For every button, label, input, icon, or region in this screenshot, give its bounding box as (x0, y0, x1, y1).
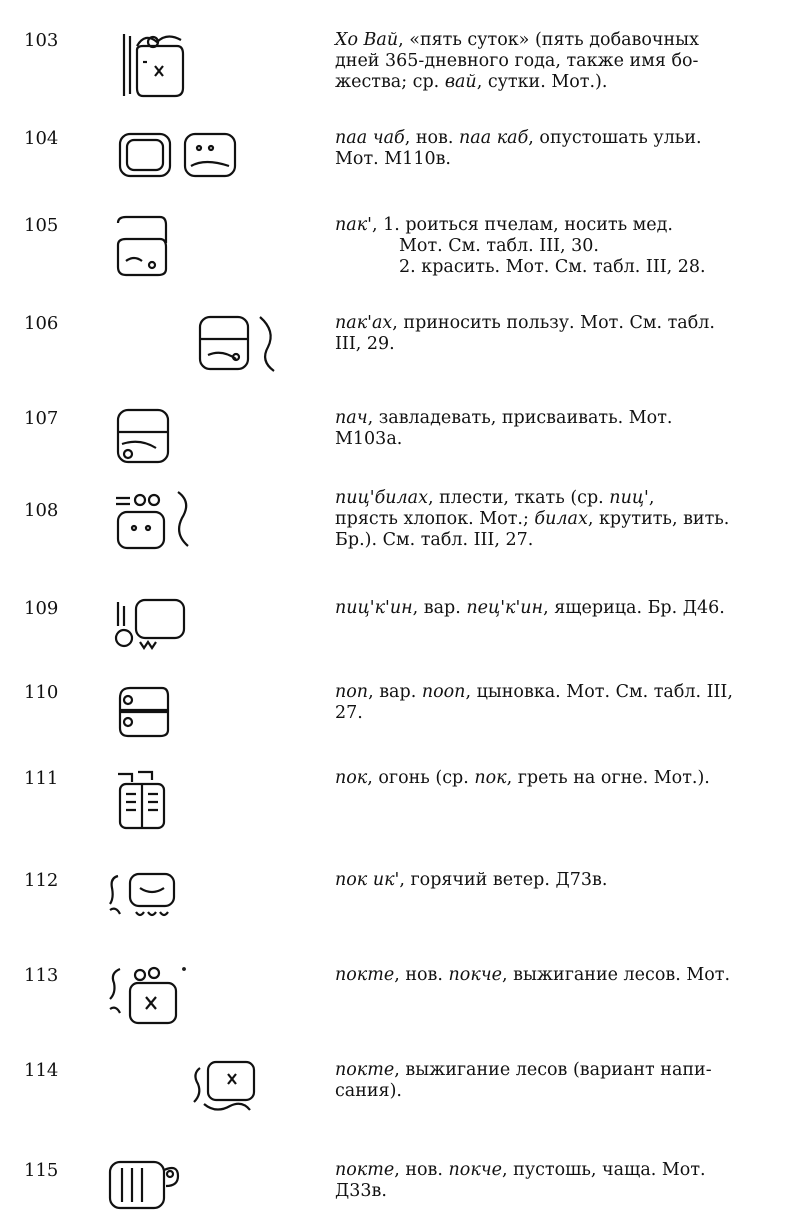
entry-number: 109 (24, 598, 59, 619)
entry-text (335, 598, 775, 619)
entry-number: 105 (24, 215, 59, 236)
glyph-114 (190, 1060, 262, 1118)
entry-number: 111 (24, 768, 59, 789)
entry-number: 114 (24, 1060, 59, 1081)
definition-text: Мот. См. табл. III, 30. (399, 236, 599, 256)
glyph-115 (106, 1160, 182, 1212)
definition-text: M103a. (335, 429, 403, 449)
entry-text (335, 768, 775, 789)
definition-text: жества; ср. (335, 72, 445, 92)
headword: билах (534, 509, 588, 529)
headword: покче (448, 965, 503, 985)
entry-number: 113 (24, 965, 59, 986)
definition-text: прясть хлопок. Мот.; (335, 509, 535, 529)
definition-text: дней 365-дневного года, также имя бо- (335, 51, 699, 71)
definition-text: Мот. M110в. (335, 149, 451, 169)
headword: пок (335, 768, 368, 788)
definition-text: , выжигание лесов (вариант напи- (394, 1060, 712, 1080)
headword: паа чаб (335, 128, 405, 148)
glyph-109 (110, 598, 190, 654)
headword: покче (448, 1160, 503, 1180)
headword: пооп (421, 682, 466, 702)
entry-text (335, 30, 775, 93)
definition-text: , сутки. Мот.). (476, 72, 608, 92)
glyph-107 (112, 408, 174, 466)
headword: пец'к'ин (466, 598, 544, 618)
headword: покте (335, 1160, 395, 1180)
definition-text: , плести, ткать (ср. (427, 488, 610, 508)
definition-text: , нов. (394, 1160, 449, 1180)
headword: пок ик' (335, 870, 400, 890)
headword: пиц'билах (335, 488, 428, 508)
definition-text: 27. (335, 703, 363, 723)
entry-text (335, 1060, 775, 1102)
definition-text: , опустошать ульи. (528, 128, 702, 148)
definition-text: , 1. роиться пчелам, носить мед. (371, 215, 673, 235)
glyph-105 (112, 215, 172, 279)
definition-text: , цыновка. Мот. См. табл. III, (465, 682, 733, 702)
definition-text: , греть на огне. Мот.). (506, 768, 710, 788)
definition-text: III, 29. (335, 334, 395, 354)
entry-text (335, 682, 775, 724)
glyph-113 (106, 965, 186, 1027)
entry-number: 110 (24, 682, 59, 703)
entry-text (335, 408, 775, 450)
definition-text: , вар. (368, 682, 422, 702)
definition-text: Д33в. (335, 1181, 387, 1201)
entry-text (335, 1160, 775, 1202)
entry-text (335, 870, 775, 891)
headword: пок (474, 768, 507, 788)
definition-text: , нов. (404, 128, 460, 148)
entry-number: 107 (24, 408, 59, 429)
definition-text: , (648, 488, 655, 508)
definition-text: , ящерица. Бр. Д46. (543, 598, 725, 618)
definition-text: 2. красить. Мот. См. табл. III, 28. (399, 257, 706, 277)
definition-text: , приносить пользу. Мот. См. табл. (392, 313, 715, 333)
definition-text: , вар. (412, 598, 467, 618)
headword: Хо Вай (335, 30, 399, 50)
definition-text: Бр.). См. табл. III, 27. (335, 530, 534, 550)
entry-number: 108 (24, 500, 59, 521)
glyph-103 (115, 30, 190, 102)
definition-text: сания). (335, 1081, 402, 1101)
glyph-108 (112, 488, 197, 552)
entry-number: 106 (24, 313, 59, 334)
definition-text: , огонь (ср. (367, 768, 475, 788)
definition-text: , выжигание лесов. Мот. (502, 965, 731, 985)
entry-text (335, 215, 775, 278)
entry-text (335, 313, 775, 355)
entry-number: 112 (24, 870, 59, 891)
headword: покте (335, 965, 395, 985)
headword: поп (335, 682, 369, 702)
glyph-104 (115, 128, 240, 180)
glyph-110 (112, 682, 172, 740)
headword: покте (335, 1060, 395, 1080)
headword: пиц' (609, 488, 649, 508)
glyph-106 (196, 313, 281, 375)
definition-text: , горячий ветер. Д73в. (399, 870, 608, 890)
definition-text: , «пять суток» (пять добавочных (398, 30, 699, 50)
glyph-111 (112, 768, 172, 832)
definition-text: , пустошь, чаща. Мот. (502, 1160, 706, 1180)
entry-text (335, 488, 775, 551)
entry-text (335, 965, 775, 986)
headword: пак' (335, 215, 372, 235)
entry-number: 115 (24, 1160, 59, 1181)
entry-number: 104 (24, 128, 59, 149)
definition-text: , нов. (394, 965, 449, 985)
headword: вай (444, 72, 477, 92)
definition-text: , завладевать, присваивать. Мот. (367, 408, 673, 428)
entry-number: 103 (24, 30, 59, 51)
definition-text: , крутить, вить. (587, 509, 730, 529)
headword: пиц'к'ин (335, 598, 413, 618)
headword: паа каб (459, 128, 529, 148)
entry-text (335, 128, 775, 170)
headword: пач (335, 408, 368, 428)
headword: пак'ах (335, 313, 393, 333)
glyph-112 (106, 870, 180, 922)
